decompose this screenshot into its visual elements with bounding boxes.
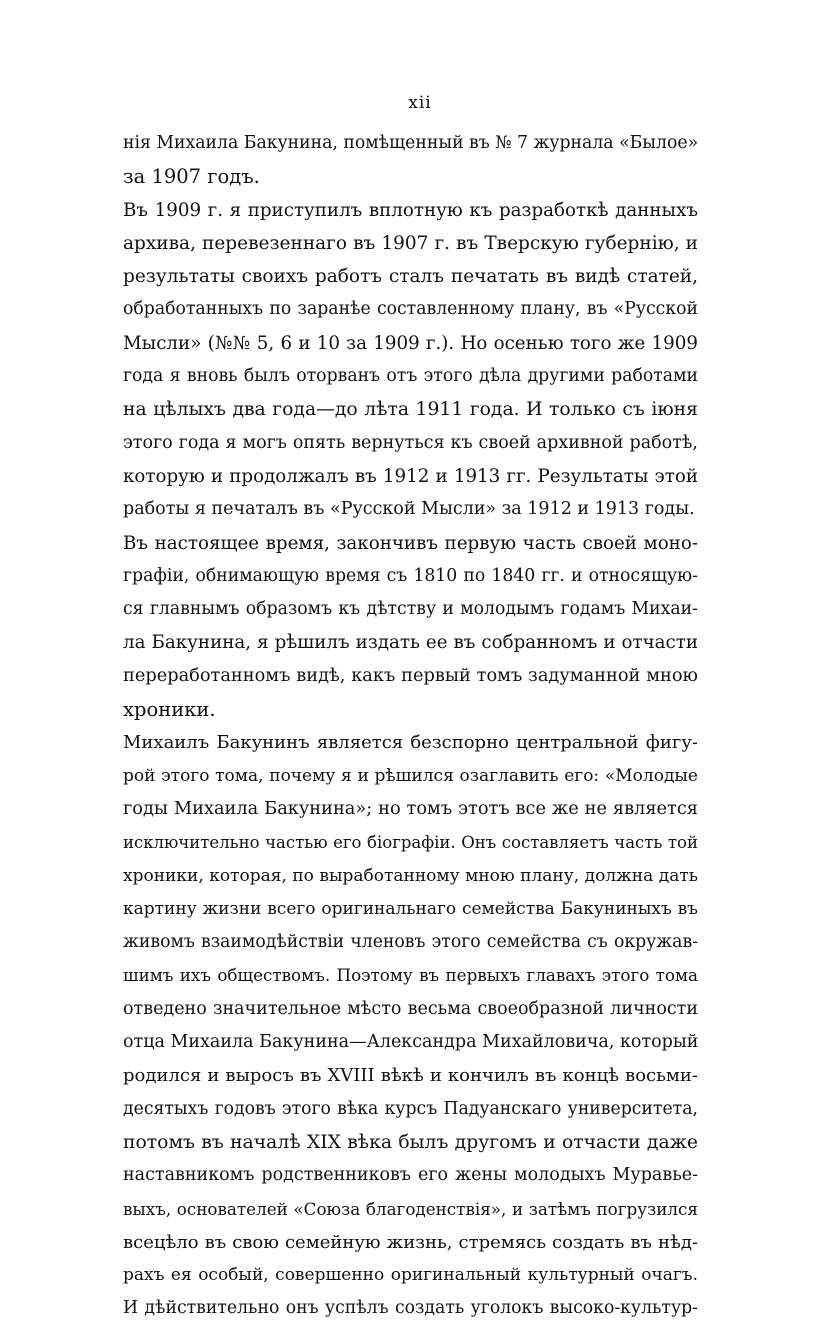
text-line: Михаилъ Бакунинъ является безспорно центральной фигу- [123, 732, 698, 754]
text-line: хроники, которая, по выработанному мною плану, должна дать [123, 865, 698, 886]
text-line: исключительно частью его біографіи. Онъ составляетъ часть той [123, 833, 698, 853]
text-line: на цѣлыхъ два года—до лѣта 1911 года. И только съ іюня [123, 399, 698, 421]
text-line: обработанныхъ по заранѣе составленному плану, въ «Русской [123, 299, 698, 320]
text-line: наставникомъ родственниковъ его жены молодыхъ Муравье- [123, 1165, 698, 1186]
text-line: шимъ ихъ обществомъ. Поэтому въ первыхъ главахъ этого тома [123, 965, 698, 986]
text-line: отведено значительное мѣсто весьма своеобразной личности [123, 998, 698, 1019]
text-line: этого года я могъ опять вернуться къ своей архивной работѣ, [123, 432, 698, 453]
text-line: отца Михаила Бакунина—Александра Михайловича, который [123, 1032, 698, 1053]
text-line: года я вновь былъ оторванъ отъ этого дѣла другими работами [123, 366, 698, 387]
text-line: Мысли» (№№ 5, 6 и 10 за 1909 г.). Но осенью того же 1909 [123, 332, 698, 354]
text-line: живомъ взаимодѣйствіи членовъ этого семейства съ окружав- [123, 932, 698, 953]
text-line: рой этого тома, почему я и рѣшился озаглавить его: «Молодые [123, 765, 698, 786]
text-line: годы Михаила Бакунина»; но томъ этотъ все же не является [123, 798, 698, 819]
text-line: Въ настоящее время, закончивъ первую часть своей моно- [123, 532, 698, 554]
text-line: И дѣйствительно онъ успѣлъ создать уголокъ высоко-культур- [123, 1298, 698, 1319]
text-line: десятыхъ годовъ этого вѣка курсъ Падуанскаго университета, [123, 1098, 698, 1119]
text-line: картину жизни всего оригинальнаго семейства Бакуниныхъ въ [123, 898, 698, 919]
text-line: нія Михаила Бакунина, помѣщенный въ № 7 журнала «Былое» [123, 133, 698, 153]
text-line: Въ 1909 г. я приступилъ вплотную къ разработкѣ данныхъ [123, 199, 698, 221]
text-line: архива, перевезеннаго въ 1907 г. въ Тверскую губернію, и [123, 232, 698, 254]
body-text [123, 127, 698, 1326]
text-line: переработанномъ видѣ, какъ первый томъ задуманной мною [123, 665, 698, 686]
text-line: которую и продолжалъ въ 1912 и 1913 гг. Результаты этой [123, 465, 698, 487]
page-number: xii [408, 93, 432, 113]
text-line: графіи, обнимающую время съ 1810 по 1840 гг. и относящую- [123, 565, 698, 586]
text-line: хроники. [123, 698, 216, 722]
text-line: рахъ ея особый, совершенно оригинальный культурный очагъ. [123, 1265, 698, 1286]
text-line: выхъ, основателей «Союза благоденствія», и затѣмъ погрузился [123, 1198, 698, 1219]
text-line: работы я печаталъ въ «Русской Мысли» за 1912 и 1913 годы. [123, 499, 695, 520]
text-line: за 1907 годъ. [123, 165, 260, 189]
text-line: результаты своихъ работъ сталъ печатать въ видѣ статей, [123, 266, 698, 288]
text-line: всецѣло въ свою семейную жизнь, стремясь создать въ нѣд- [123, 1231, 698, 1253]
text-line: ла Бакунина, я рѣшилъ издать ее въ собранномъ и отчасти [123, 632, 698, 654]
text-line: потомъ въ началѣ XIX вѣка былъ другомъ и отчасти даже [123, 1131, 698, 1153]
text-line: ся главнымъ образомъ къ дѣтству и молодымъ годамъ Михаи- [123, 599, 698, 620]
text-line: родился и выросъ въ XVIII вѣкѣ и кончилъ въ концѣ восьми- [123, 1065, 698, 1087]
